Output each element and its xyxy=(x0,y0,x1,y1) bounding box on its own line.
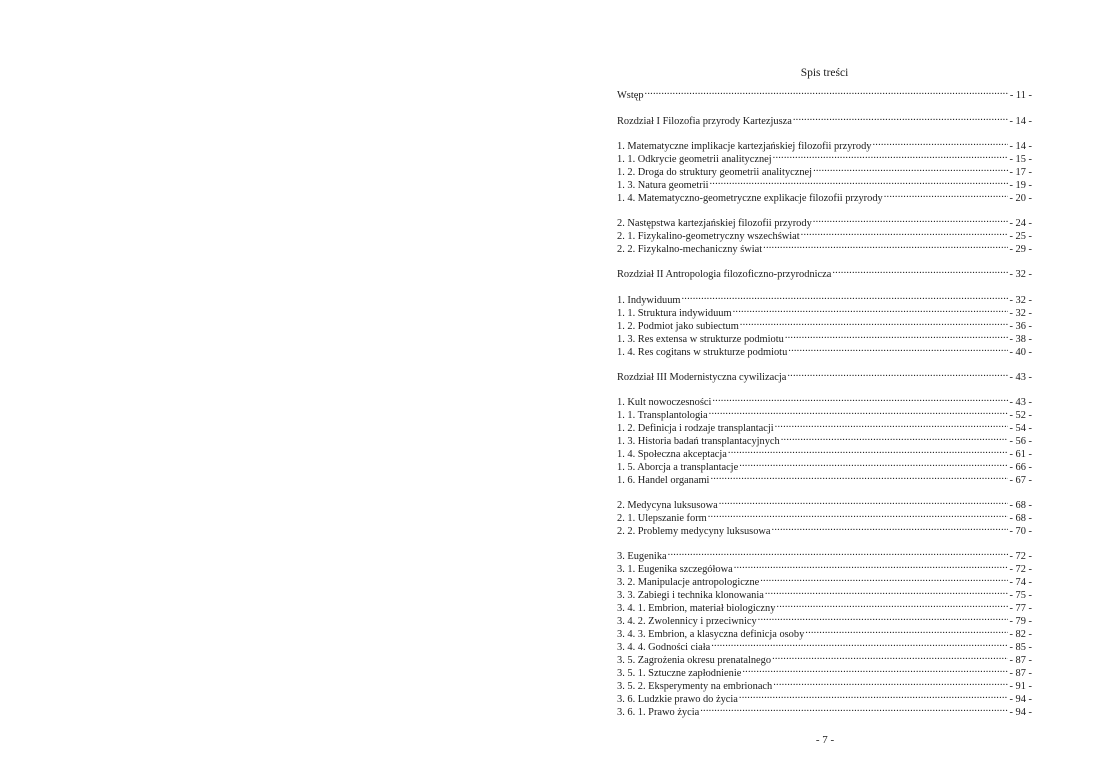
toc-entry xyxy=(617,598,1032,614)
dot-leader xyxy=(739,689,1009,702)
dot-leader xyxy=(775,418,1009,431)
toc-entry-text: 1. 3. Historia badań transplantacyjnych xyxy=(617,436,780,447)
toc-entry-page: - 72 - xyxy=(1009,551,1032,562)
toc-entry-text: 3. 2. Manipulacje antropologiczne xyxy=(617,577,760,588)
dot-leader xyxy=(793,111,1009,124)
toc-entry xyxy=(617,611,1032,627)
toc-entry-text: 1. 4. Res cogitans w strukturze podmiotu xyxy=(617,347,788,358)
toc-entry xyxy=(617,508,1032,524)
dot-leader xyxy=(813,162,1008,175)
toc-entry-text: 2. 1. Fizykalino-geometryczny wszechświat xyxy=(617,231,800,242)
toc-entry-page: - 32 - xyxy=(1009,295,1032,306)
toc-entry-page: - 54 - xyxy=(1009,423,1032,434)
toc-entry-text: 1. 5. Aborcja a transplantacje xyxy=(617,462,739,473)
toc-entry xyxy=(617,175,1032,191)
toc-entry-text: 2. 1. Ulepszanie form xyxy=(617,513,707,524)
dot-leader xyxy=(734,559,1009,572)
toc-entry-page: - 19 - xyxy=(1009,180,1032,191)
dot-leader xyxy=(700,702,1008,715)
toc-entry-page: - 77 - xyxy=(1009,603,1032,614)
toc-title: Spis treści xyxy=(800,67,849,79)
toc-entry-text: 3. 3. Zabiegi i technika klonowania xyxy=(617,590,764,601)
toc-entry xyxy=(617,495,1032,511)
toc-entry-page: - 38 - xyxy=(1009,334,1032,345)
toc-entry xyxy=(617,431,1032,447)
toc-entry xyxy=(617,546,1032,562)
toc-entry-page: - 74 - xyxy=(1009,577,1032,588)
toc-entry xyxy=(617,405,1032,421)
toc-entry xyxy=(617,264,1032,280)
toc-entry-text: 1. Indywiduum xyxy=(617,295,681,306)
dot-leader xyxy=(773,676,1008,689)
toc-entry-page: - 79 - xyxy=(1009,616,1032,627)
dot-leader xyxy=(788,342,1008,355)
dot-leader xyxy=(728,444,1009,457)
dot-leader xyxy=(758,611,1009,624)
dot-leader xyxy=(740,316,1009,329)
dot-leader xyxy=(733,303,1009,316)
toc-entry-page: - 43 - xyxy=(1009,372,1032,383)
toc-entry-text: 2. 2. Fizykalno-mechaniczny świat xyxy=(617,244,763,255)
toc-entry-page: - 29 - xyxy=(1009,244,1032,255)
toc-entry xyxy=(617,367,1032,383)
toc-entry-page: - 67 - xyxy=(1009,475,1032,486)
toc-entry-page: - 11 - xyxy=(1009,90,1032,101)
toc-entry xyxy=(617,392,1032,408)
toc-entry-page: - 66 - xyxy=(1009,462,1032,473)
dot-leader xyxy=(805,624,1008,637)
toc-entry-text: 1. 3. Natura geometrii xyxy=(617,180,709,191)
toc-entry xyxy=(617,624,1032,640)
toc-entry-page: - 40 - xyxy=(1009,347,1032,358)
toc-entry-text: Rozdział III Modernistyczna cywilizacja xyxy=(617,372,787,383)
toc-entry xyxy=(617,689,1032,705)
toc-entry-page: - 52 - xyxy=(1009,410,1032,421)
dot-leader xyxy=(787,367,1008,380)
toc-entry-page: - 36 - xyxy=(1009,321,1032,332)
dot-leader xyxy=(872,136,1008,149)
toc-entry-page: - 85 - xyxy=(1009,642,1032,653)
toc-entry-text: 3. Eugenika xyxy=(617,551,667,562)
toc-entry xyxy=(617,111,1032,127)
toc-entry-text: 3. 5. Zagrożenia okresu prenatalnego xyxy=(617,655,772,666)
toc-entry-text: 1. 1. Transplantologia xyxy=(617,410,708,421)
toc-entry-page: - 32 - xyxy=(1009,269,1032,280)
toc-entry-text: 3. 4. 1. Embrion, materiał biologiczny xyxy=(617,603,776,614)
toc-entry xyxy=(617,303,1032,319)
toc-entry-text: 1. 1. Odkrycie geometrii analitycznej xyxy=(617,154,772,165)
toc-entry-page: - 91 - xyxy=(1009,681,1032,692)
toc-entry-page: - 87 - xyxy=(1009,668,1032,679)
toc-entry-text: 3. 4. 4. Godności ciała xyxy=(617,642,711,653)
toc-entry xyxy=(617,239,1032,255)
dot-leader xyxy=(645,85,1009,98)
toc-entry xyxy=(617,559,1032,575)
toc-entry-text: Rozdział II Antropologia filozoficzno-przyrodnicza xyxy=(617,269,832,280)
toc-entry-text: 1. 2. Podmiot jako subiectum xyxy=(617,321,739,332)
toc-entry xyxy=(617,316,1032,332)
toc-entry-text: 1. 4. Społeczna akceptacja xyxy=(617,449,727,460)
toc-entry-text: 1. 4. Matematyczno-geometryczne explikacje filozofii przyrody xyxy=(617,193,883,204)
toc-entry-page: - 15 - xyxy=(1009,154,1032,165)
toc-entry xyxy=(617,149,1032,165)
dot-leader xyxy=(773,149,1009,162)
toc-entry-page: - 68 - xyxy=(1009,500,1032,511)
dot-leader xyxy=(709,405,1009,418)
dot-leader xyxy=(813,213,1009,226)
dot-leader xyxy=(776,598,1008,611)
toc-entry xyxy=(617,136,1032,152)
dot-leader xyxy=(708,508,1009,521)
toc-entry-text: 2. Medycyna luksusowa xyxy=(617,500,718,511)
toc-entry xyxy=(617,444,1032,460)
dot-leader xyxy=(765,585,1009,598)
toc-entry-text: 1. 1. Struktura indywiduum xyxy=(617,308,732,319)
toc-entry-text: 3. 5. 1. Sztuczne zapłodnienie xyxy=(617,668,742,679)
toc-entry xyxy=(617,457,1032,473)
dot-leader xyxy=(710,470,1008,483)
toc-entry xyxy=(617,470,1032,486)
dot-leader xyxy=(739,457,1008,470)
toc-entry xyxy=(617,572,1032,588)
dot-leader xyxy=(801,226,1009,239)
toc-entry xyxy=(617,188,1032,204)
toc-entry-page: - 72 - xyxy=(1009,564,1032,575)
page-number: - 7 - xyxy=(815,734,835,746)
toc-entry-page: - 75 - xyxy=(1009,590,1032,601)
dot-leader xyxy=(772,650,1008,663)
dot-leader xyxy=(709,175,1008,188)
toc-entry-text: 3. 6. 1. Prawo życia xyxy=(617,707,700,718)
toc-entry-text: 1. Kult nowoczesności xyxy=(617,397,712,408)
toc-entry-page: - 61 - xyxy=(1009,449,1032,460)
dot-leader xyxy=(785,329,1009,342)
toc-entry-page: - 25 - xyxy=(1009,231,1032,242)
toc-entry-page: - 24 - xyxy=(1009,218,1032,229)
toc-entry-text: 1. 2. Definicja i rodzaje transplantacji xyxy=(617,423,774,434)
toc-entry-text: Wstęp xyxy=(617,90,644,101)
toc-entry-text: 3. 6. Ludzkie prawo do życia xyxy=(617,694,738,705)
toc-entry-page: - 82 - xyxy=(1009,629,1032,640)
toc-entry-text: 3. 5. 2. Eksperymenty na embrionach xyxy=(617,681,773,692)
toc-entry-page: - 14 - xyxy=(1009,116,1032,127)
dot-leader xyxy=(712,392,1008,405)
toc-entry xyxy=(617,85,1032,101)
toc-entry xyxy=(617,213,1032,229)
toc-entry-text: Rozdział I Filozofia przyrody Kartezjusza xyxy=(617,116,792,127)
dot-leader xyxy=(763,239,1008,252)
toc-entry-page: - 17 - xyxy=(1009,167,1032,178)
dot-leader xyxy=(668,546,1009,559)
toc-entry xyxy=(617,418,1032,434)
dot-leader xyxy=(742,663,1008,676)
toc-entry-page: - 32 - xyxy=(1009,308,1032,319)
toc-entry xyxy=(617,676,1032,692)
toc-entry-text: 1. 3. Res extensa w strukturze podmiotu xyxy=(617,334,784,345)
toc-entry xyxy=(617,521,1032,537)
toc-entry xyxy=(617,637,1032,653)
toc-entry-page: - 68 - xyxy=(1009,513,1032,524)
toc-entry-page: - 87 - xyxy=(1009,655,1032,666)
toc-entry xyxy=(617,663,1032,679)
toc-entry-text: 3. 1. Eugenika szczegółowa xyxy=(617,564,733,575)
toc-entry-text: 1. 2. Droga do struktury geometrii analitycznej xyxy=(617,167,813,178)
dot-leader xyxy=(884,188,1009,201)
toc-entry-text: 2. 2. Problemy medycyny luksusowa xyxy=(617,526,771,537)
toc-entry-page: - 94 - xyxy=(1009,707,1032,718)
toc-entry-text: 3. 4. 3. Embrion, a klasyczna definicja osoby xyxy=(617,629,805,640)
toc-entry xyxy=(617,702,1032,718)
toc-entry-text: 1. Matematyczne implikacje kartezjańskiej filozofii przyrody xyxy=(617,141,872,152)
dot-leader xyxy=(682,290,1009,303)
dot-leader xyxy=(772,521,1009,534)
toc-entry xyxy=(617,650,1032,666)
toc-entry-page: - 70 - xyxy=(1009,526,1032,537)
dot-leader xyxy=(832,264,1008,277)
toc-entry-page: - 14 - xyxy=(1009,141,1032,152)
toc-entry-page: - 56 - xyxy=(1009,436,1032,447)
dot-leader xyxy=(781,431,1009,444)
toc-entry xyxy=(617,226,1032,242)
dot-leader xyxy=(760,572,1008,585)
toc-entry-text: 3. 4. 2. Zwolennicy i przeciwnicy xyxy=(617,616,757,627)
toc-entry-page: - 43 - xyxy=(1009,397,1032,408)
dot-leader xyxy=(711,637,1008,650)
toc-entry xyxy=(617,162,1032,178)
toc-entry-page: - 94 - xyxy=(1009,694,1032,705)
toc-entry xyxy=(617,585,1032,601)
toc-entry-page: - 20 - xyxy=(1009,193,1032,204)
toc-entry-text: 1. 6. Handel organami xyxy=(617,475,710,486)
toc-entry xyxy=(617,342,1032,358)
toc-entry xyxy=(617,329,1032,345)
dot-leader xyxy=(719,495,1009,508)
toc-entry-text: 2. Następstwa kartezjańskiej filozofii przyrody xyxy=(617,218,812,229)
toc-entry xyxy=(617,290,1032,306)
